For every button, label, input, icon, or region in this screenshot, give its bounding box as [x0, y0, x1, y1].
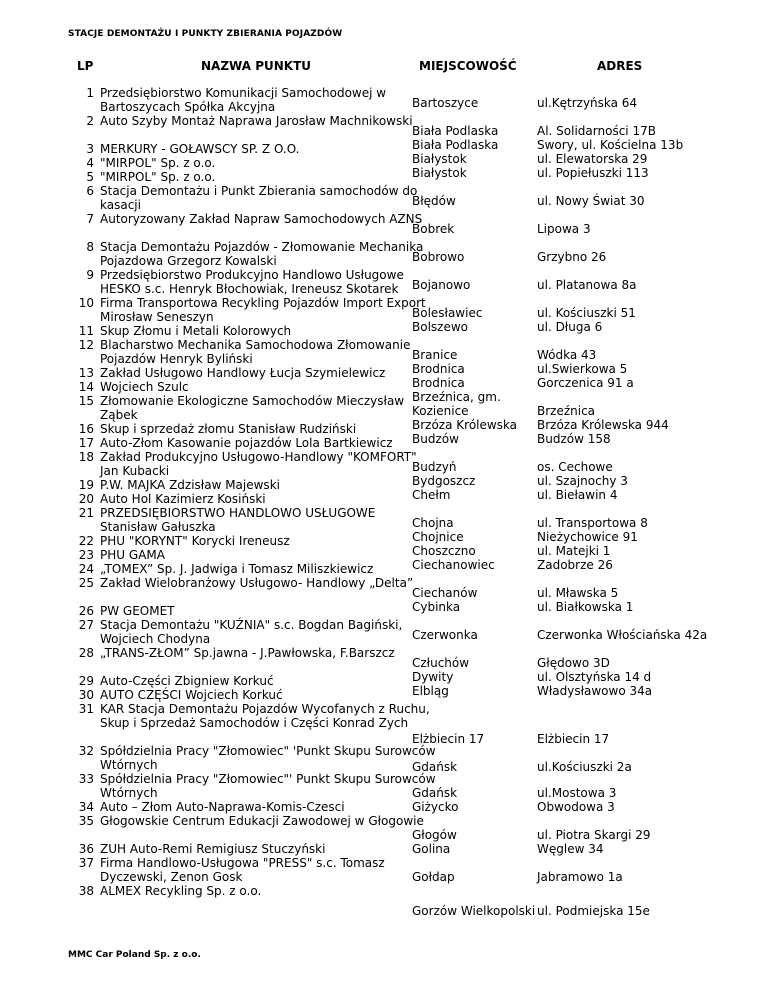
- entry-name-line: Pojazdów Henryk Byliński: [100, 352, 253, 366]
- entry-address: Brzóza Królewska 944: [537, 418, 669, 432]
- entry-town: Bolesławiec: [412, 306, 483, 320]
- entry-address: ul.Mostowa 3: [537, 786, 617, 800]
- entry-address: ul. Nowy Świat 30: [537, 194, 645, 208]
- entry-name-line: Stanisław Gałuszka: [100, 520, 216, 534]
- entry-name-line: PRZEDSIĘBIORSTWO HANDLOWO USŁUGOWE: [100, 506, 376, 520]
- entry-lp: 1: [86, 86, 94, 100]
- entry-town: Bartoszyce: [412, 96, 479, 110]
- entry-name-line: Zakład Wielobranżowy Usługowo- Handlowy „Delta”: [100, 576, 414, 590]
- entry-name-line: HESKO s.c. Henryk Błochowiak, Ireneusz Skotarek: [100, 282, 399, 296]
- entry-address: ul. Matejki 1: [537, 544, 611, 558]
- entry-name-line: Blacharstwo Mechanika Samochodowa Złomowanie: [100, 338, 411, 352]
- entry-address: ul. Kościuszki 51: [537, 306, 636, 320]
- entry-name-line: Auto-Złom Kasowanie pojazdów Lola Bartkiewicz: [100, 436, 393, 450]
- entry-name-line: Złomowanie Ekologiczne Samochodów Mieczysław: [100, 394, 405, 408]
- entry-address: ul. Olsztyńska 14 d: [537, 670, 652, 684]
- entry-address: ul. Platanowa 8a: [537, 278, 637, 292]
- entry-lp: 27: [78, 618, 94, 632]
- entry-name-line: Przedsiębiorstwo Komunikacji Samochodowej w: [100, 86, 387, 100]
- entry-lp: 28: [78, 646, 94, 660]
- entry-town: Bolszewo: [412, 320, 468, 334]
- entry-name-line: Wojciech Szulc: [100, 380, 189, 394]
- entry-town: Czerwonka: [412, 628, 478, 642]
- entry-name-line: Dyczewski, Zenon Gosk: [100, 870, 243, 884]
- entry-name-line: Spółdzielnia Pracy "Złomowiec" 'Punkt Skupu Surowców: [100, 744, 436, 758]
- entry-address: ul.Kętrzyńska 64: [537, 96, 638, 110]
- entry-lp: 18: [78, 450, 94, 464]
- entry-town: Chełm: [412, 488, 451, 502]
- entry-town: Branice: [412, 348, 458, 362]
- entry-town: Białystok: [412, 152, 467, 166]
- header-address: ADRES: [597, 59, 643, 73]
- entry-name-line: Ząbek: [100, 408, 138, 422]
- entry-lp: 22: [78, 534, 94, 548]
- entry-name-line: PHU "KORYNT" Korycki Ireneusz: [100, 534, 290, 548]
- entry-name-line: Zakład Usługowo Handlowy Łucja Szymielewicz: [100, 366, 386, 380]
- entry-town: Bojanowo: [412, 278, 471, 292]
- entry-town: Gorzów Wielkopolski: [412, 904, 536, 918]
- entry-address: Czerwonka Włościańska 42a: [537, 628, 708, 642]
- entry-name-line: Pojazdowa Grzegorz Kowalski: [100, 254, 277, 268]
- entry-name-line: Zakład Produkcyjno Usługowo-Handlowy "KOMFORT": [100, 450, 417, 464]
- entry-town: Biała Podlaska: [412, 124, 499, 138]
- entry-address: ul. Bieławin 4: [537, 488, 618, 502]
- entry-address: Obwodowa 3: [537, 800, 615, 814]
- entry-lp: 3: [86, 142, 94, 156]
- entry-town: Bobrowo: [412, 250, 465, 264]
- entry-name-line: AUTO CZĘŚCI Wojciech Korkuć: [100, 688, 283, 702]
- entry-name-line: Auto Szyby Montaż Naprawa Jarosław Machnikowski: [100, 114, 413, 128]
- entry-lp: 8: [86, 240, 94, 254]
- entry-name-line: ZUH Auto-Remi Remigiusz Stuczyński: [100, 842, 326, 856]
- entry-name-line: Auto Hol Kazimierz Kosiński: [100, 492, 266, 506]
- entry-lp: 11: [78, 324, 94, 338]
- entry-address: ul. Białkowska 1: [537, 600, 634, 614]
- entry-address: Głędowo 3D: [537, 656, 610, 670]
- entry-town: Choszczno: [412, 544, 476, 558]
- entry-name-line: Autoryzowany Zakład Napraw Samochodowych AZNS: [100, 212, 423, 226]
- entry-town: Gdańsk: [412, 786, 458, 800]
- entry-lp: 12: [78, 338, 94, 352]
- entry-town: Brzeźnica, gm.: [412, 390, 501, 404]
- entry-town: Brodnica: [412, 362, 465, 376]
- entry-name-line: Spółdzielnia Pracy "Złomowiec"' Punkt Skupu Surowców: [100, 772, 436, 786]
- entry-town: Gołdap: [412, 870, 455, 884]
- entry-town: Biała Podlaska: [412, 138, 499, 152]
- entry-town: Budzyń: [412, 460, 457, 474]
- entry-name-line: Firma Transportowa Recykling Pojazdów Import Export: [100, 296, 426, 310]
- entry-lp: 23: [78, 548, 94, 562]
- entry-lp: 24: [78, 562, 94, 576]
- entry-lp: 16: [78, 422, 94, 436]
- entry-town: Bobrek: [412, 222, 455, 236]
- entry-town: Białystok: [412, 166, 467, 180]
- entry-town: Budzów: [412, 432, 459, 446]
- entry-lp: 21: [78, 506, 94, 520]
- entry-lp: 33: [78, 772, 94, 786]
- header-name: NAZWA PUNKTU: [201, 59, 312, 73]
- entry-lp: 9: [86, 268, 94, 282]
- entry-name-line: Wtórnych: [100, 786, 158, 800]
- entry-town: Błędów: [412, 194, 456, 208]
- entry-address: Władysławowo 34a: [537, 684, 653, 698]
- entry-town: Brzóza Królewska: [412, 418, 518, 432]
- entry-name-line: MERKURY - GOŁAWSCY SP. Z O.O.: [100, 142, 300, 156]
- entry-lp: 5: [86, 170, 94, 184]
- entry-town: Głogów: [412, 828, 457, 842]
- entry-name-line: Bartoszycach Spółka Akcyjna: [100, 100, 276, 114]
- entry-town: Chojnice: [412, 530, 464, 544]
- entry-address: Swory, ul. Kościelna 13b: [537, 138, 684, 152]
- entry-lp: 10: [78, 296, 94, 310]
- entry-town: Elbląg: [412, 684, 449, 698]
- entry-address: Grzybno 26: [537, 250, 607, 264]
- entry-town: Ciechanowiec: [412, 558, 495, 572]
- entry-address: ul. Długa 6: [537, 320, 603, 334]
- entry-name-line: ALMEX Recykling Sp. z o.o.: [100, 884, 262, 898]
- entry-address: Zadobrze 26: [537, 558, 613, 572]
- entry-address: Elżbiecin 17: [537, 732, 610, 746]
- entry-address: Al. Solidarności 17B: [537, 124, 656, 138]
- entry-lp: 35: [78, 814, 94, 828]
- entry-address: ul.Kościuszki 2a: [537, 760, 632, 774]
- entry-town: Ciechanów: [412, 586, 478, 600]
- entry-name-line: Auto-Części Zbigniew Korkuć: [100, 674, 274, 688]
- entry-address: Brzeźnica: [537, 404, 596, 418]
- entry-address: ul. Elewatorska 29: [537, 152, 648, 166]
- entry-lp: 32: [78, 744, 94, 758]
- entry-address: ul. Mławska 5: [537, 586, 619, 600]
- entry-town: Giżycko: [412, 800, 459, 814]
- entry-address: Nieżychowice 91: [537, 530, 638, 544]
- entry-town: Golina: [412, 842, 451, 856]
- entry-address: Budzów 158: [537, 432, 611, 446]
- entry-town: Gdańsk: [412, 760, 458, 774]
- entry-lp: 15: [78, 394, 94, 408]
- entry-lp: 38: [78, 884, 94, 898]
- document-title: STACJE DEMONTAŻU I PUNKTY ZBIERANIA POJAZDÓW: [68, 29, 343, 39]
- entry-lp: 26: [78, 604, 94, 618]
- entry-town: Kozienice: [412, 404, 469, 418]
- entry-name-line: Mirosław Seneszyn: [100, 310, 214, 324]
- entry-town: Bydgoszcz: [412, 474, 476, 488]
- entry-address: Węglew 34: [537, 842, 604, 856]
- entry-name-line: P.W. MAJKA Zdzisław Majewski: [100, 478, 280, 492]
- entry-address: ul. Popiełuszki 113: [537, 166, 649, 180]
- entry-name-line: "MIRPOL" Sp. z o.o.: [100, 170, 216, 184]
- header-town: MIEJSCOWOŚĆ: [419, 59, 517, 73]
- entry-name-line: Głogowskie Centrum Edukacji Zawodowej w Głogowie: [100, 814, 424, 828]
- entry-name-line: Auto – Złom Auto-Naprawa-Komis-Czesci: [100, 800, 345, 814]
- entry-name-line: Jan Kubacki: [100, 464, 170, 478]
- entry-lp: 2: [86, 114, 94, 128]
- entry-town: Chojna: [412, 516, 454, 530]
- entry-name-line: „TRANS-ZŁOM” Sp.jawna - J.Pawłowska, F.Barszcz: [100, 646, 395, 660]
- footer-company: MMC Car Poland Sp. z o.o.: [68, 950, 201, 960]
- entry-name-line: Firma Handlowo-Usługowa "PRESS" s.c. Tomasz: [100, 856, 385, 870]
- entry-name-line: Skup i Sprzedaż Samochodów i Części Konrad Zych: [100, 716, 409, 730]
- entry-town: Elżbiecin 17: [412, 732, 485, 746]
- entry-lp: 36: [78, 842, 94, 856]
- entry-address: ul. Podmiejska 15e: [537, 904, 650, 918]
- entry-lp: 13: [78, 366, 94, 380]
- entry-address: Lipowa 3: [537, 222, 591, 236]
- header-lp: LP: [77, 59, 94, 73]
- entry-address: Gorczenica 91 a: [537, 376, 634, 390]
- entry-address: os. Cechowe: [537, 460, 613, 474]
- entry-name-line: Stacja Demontażu Pojazdów - Złomowanie Mechanika: [100, 240, 424, 254]
- entry-address: ul.Swierkowa 5: [537, 362, 628, 376]
- entry-town: Dywity: [412, 670, 454, 684]
- entry-address: Jabramowo 1a: [537, 870, 623, 884]
- entry-name-line: KAR Stacja Demontażu Pojazdów Wycofanych z Ruchu,: [100, 702, 430, 716]
- entry-name-line: Stacja Demontażu i Punkt Zbierania samochodów do: [100, 184, 418, 198]
- entry-lp: 25: [78, 576, 94, 590]
- entry-lp: 31: [78, 702, 94, 716]
- entry-name-line: Wojciech Chodyna: [100, 632, 211, 646]
- entry-name-line: „TOMEX” Sp. J. Jadwiga i Tomasz Miliszkiewicz: [100, 562, 374, 576]
- entry-address: Wódka 43: [537, 348, 597, 362]
- entry-name-line: PW GEOMET: [100, 604, 175, 618]
- entry-lp: 6: [86, 184, 94, 198]
- entry-name-line: Przedsiębiorstwo Produkcyjno Handlowo Usługowe: [100, 268, 404, 282]
- entry-lp: 20: [78, 492, 94, 506]
- entry-lp: 17: [78, 436, 94, 450]
- entry-name-line: Wtórnych: [100, 758, 158, 772]
- entry-name-line: "MIRPOL" Sp. z o.o.: [100, 156, 216, 170]
- entry-lp: 4: [86, 156, 94, 170]
- entry-lp: 34: [78, 800, 94, 814]
- entry-address: ul. Transportowa 8: [537, 516, 648, 530]
- entry-name-line: Skup Złomu i Metali Kolorowych: [100, 324, 292, 338]
- entry-lp: 37: [78, 856, 94, 870]
- entry-town: Człuchów: [412, 656, 470, 670]
- entry-name-line: PHU GAMA: [100, 548, 165, 562]
- entry-town: Cybinka: [412, 600, 461, 614]
- entry-town: Brodnica: [412, 376, 465, 390]
- entry-name-line: Stacja Demontażu "KUŹNIA" s.c. Bogdan Bagiński,: [100, 618, 403, 632]
- entry-lp: 14: [78, 380, 94, 394]
- entry-name-line: Skup i sprzedaż złomu Stanisław Rudziński: [100, 422, 357, 436]
- entry-lp: 29: [78, 674, 94, 688]
- entry-address: ul. Szajnochy 3: [537, 474, 628, 488]
- entry-address: ul. Piotra Skargi 29: [537, 828, 651, 842]
- entry-lp: 7: [86, 212, 94, 226]
- entry-lp: 19: [78, 478, 94, 492]
- entry-name-line: kasacji: [100, 198, 141, 212]
- entry-lp: 30: [78, 688, 94, 702]
